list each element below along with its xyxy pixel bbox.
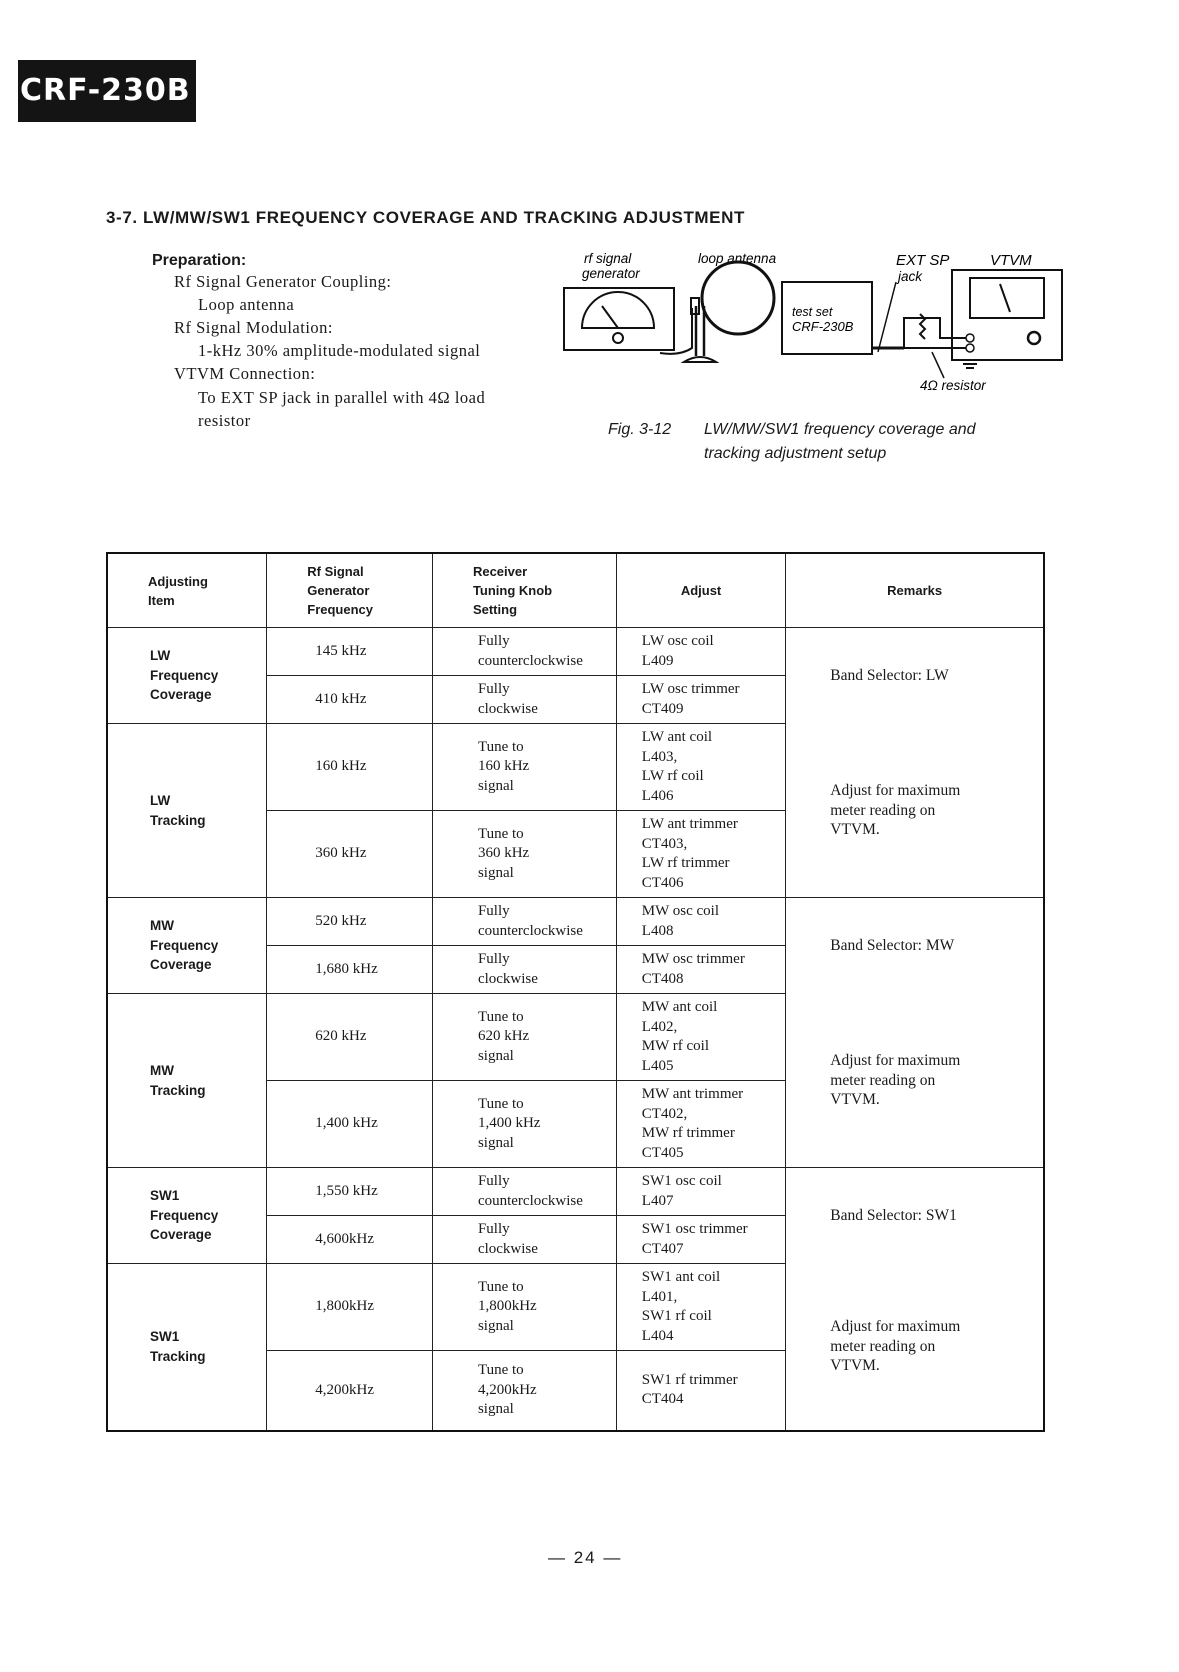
remarks-cell: [786, 724, 1044, 898]
adjust-text: MW ant coil: [641, 999, 718, 1015]
tuning-knob-cell: [432, 1168, 616, 1216]
tuning-knob-text: signal: [477, 864, 514, 881]
remarks-text: meter reading on: [830, 1071, 936, 1089]
adjust-text: L406: [641, 787, 674, 804]
figure-caption-text: tracking adjustment setup: [704, 445, 887, 462]
remarks-text: Band Selector: LW: [830, 667, 949, 684]
adjust-text: SW1 ant coil: [641, 1269, 721, 1285]
remarks-text: meter reading on: [830, 801, 936, 819]
prep-line: resistor: [198, 411, 251, 430]
figure-caption-text: LW/MW/SW1 frequency coverage and: [704, 421, 976, 438]
adjust-cell: [616, 994, 785, 1081]
resistor-label: 4Ω resistor: [920, 378, 986, 393]
tuning-knob-text: signal: [477, 1047, 514, 1064]
frequency-value: 4,600kHz: [315, 1230, 374, 1247]
adjusting-item-cell: [107, 1264, 267, 1431]
adjust-text: CT408: [641, 970, 684, 987]
adjust-text: L409: [641, 652, 674, 669]
frequency-value: 1,680 kHz: [315, 960, 378, 977]
tuning-knob-text: 620 kHz: [477, 1028, 530, 1045]
prep-line: 1-kHz 30% amplitude-modulated signal: [198, 341, 481, 360]
preparation-heading: Preparation:: [152, 252, 247, 269]
adjust-text: L403,: [641, 748, 678, 765]
table-body: [107, 628, 1044, 1431]
prep-line: VTVM Connection:: [174, 364, 316, 383]
adjust-text: CT405: [641, 1144, 684, 1161]
adjusting-item: Tracking: [150, 812, 206, 828]
frequency-value: 410 kHz: [315, 690, 367, 707]
tuning-knob-text: Tune to: [477, 1008, 524, 1025]
frequency-value: 1,400 kHz: [315, 1115, 378, 1132]
tuning-knob-text: counterclockwise: [477, 922, 583, 939]
adjust-text: CT406: [641, 874, 684, 891]
tuning-knob-text: Fully: [477, 1173, 510, 1189]
remarks-text: VTVM.: [830, 1357, 880, 1375]
adjusting-item-cell: [107, 628, 267, 724]
test-set-label: test set: [792, 305, 833, 319]
rf-generator-label: generator: [582, 266, 640, 281]
vtvm-meter-icon: [970, 278, 1044, 318]
adjust-text: L401,: [641, 1288, 678, 1305]
remarks-cell: [786, 898, 1044, 994]
frequency-cell: [267, 898, 433, 946]
section-title: 3-7. LW/MW/SW1 FREQUENCY COVERAGE AND TRACKING ADJUSTMENT: [106, 208, 745, 227]
tuning-knob-cell: [432, 1351, 616, 1431]
frequency-value: 620 kHz: [315, 1028, 367, 1045]
adjust-text: LW ant coil: [641, 729, 713, 745]
adjusting-item: LW: [150, 793, 171, 808]
tuning-knob-text: Tune to: [477, 825, 524, 842]
adjusting-item: Coverage: [150, 687, 212, 703]
remarks-text: Adjust for maximum: [830, 1318, 961, 1336]
adjust-cell: [616, 898, 785, 946]
header-tuning-knob: [432, 553, 616, 628]
tuning-knob-text: Fully: [477, 951, 510, 967]
frequency-cell: [267, 1216, 433, 1264]
rf-generator-label: rf signal: [584, 251, 632, 266]
tuning-knob-text: Tune to: [477, 1095, 524, 1112]
adjust-cell: [616, 1168, 785, 1216]
adjust-text: L402,: [641, 1018, 678, 1035]
table-row: [107, 1264, 1044, 1351]
tuning-knob-cell: [432, 994, 616, 1081]
adjusting-item: Coverage: [150, 1227, 212, 1243]
adjust-text: L407: [641, 1192, 674, 1209]
tuning-knob-text: counterclockwise: [477, 652, 583, 669]
remarks-text: Adjust for maximum: [830, 782, 961, 799]
adjust-text: L405: [641, 1057, 674, 1074]
tuning-knob-text: signal: [477, 1401, 514, 1417]
adjust-text: CT402,: [641, 1105, 688, 1122]
generator-meter-icon: [582, 292, 654, 328]
frequency-value: 160 kHz: [315, 758, 367, 775]
tuning-knob-cell: [432, 898, 616, 946]
adjust-text: SW1 rf trimmer: [641, 1371, 738, 1388]
tuning-knob-text: Fully: [477, 903, 510, 919]
adjusting-item-cell: [107, 724, 267, 898]
frequency-value: 4,200kHz: [315, 1381, 374, 1398]
prep-line: Rf Signal Modulation:: [174, 318, 333, 337]
adjust-text: MW osc coil: [641, 903, 720, 919]
vtvm-label: VTVM: [990, 252, 1032, 269]
loop-antenna-label: loop antenna: [698, 251, 777, 266]
adjust-text: CT404: [641, 1391, 684, 1408]
adjusting-item-cell: [107, 1168, 267, 1264]
remarks-text: VTVM.: [830, 1091, 880, 1108]
adjust-text: MW rf trimmer: [641, 1125, 735, 1141]
remarks-text: Band Selector: SW1: [830, 1207, 957, 1224]
adjust-text: CT407: [641, 1240, 684, 1257]
remarks-cell: [786, 1264, 1044, 1431]
header-adjust: Adjust: [616, 553, 785, 628]
adjusting-item: LW: [150, 648, 171, 664]
frequency-cell: [267, 628, 433, 676]
header-text: Adjusting: [148, 573, 208, 589]
table-row: [107, 994, 1044, 1081]
table-row: [107, 898, 1044, 946]
adjust-text: MW osc trimmer: [641, 951, 745, 967]
header-text: Setting: [472, 602, 518, 617]
remarks-text: meter reading on: [830, 1337, 936, 1355]
tuning-knob-cell: [432, 1081, 616, 1168]
adjusting-item: Coverage: [150, 957, 212, 973]
tuning-knob-text: Fully: [477, 681, 510, 697]
remarks-cell: [786, 994, 1044, 1168]
tuning-knob-cell: [432, 1216, 616, 1264]
tuning-knob-text: 360 kHz: [477, 845, 530, 862]
prep-line: To EXT SP jack in parallel with 4Ω load: [198, 388, 486, 407]
figure-caption: [608, 418, 976, 462]
tuning-knob-text: 4,200kHz: [477, 1381, 537, 1398]
model-badge: CRF-230B: [18, 60, 196, 122]
adjust-text: LW osc trimmer: [641, 681, 740, 697]
test-set-label: CRF-230B: [792, 319, 854, 334]
adjust-text: L404: [641, 1327, 674, 1344]
adjust-cell: [616, 1081, 785, 1168]
loop-antenna-icon: [702, 262, 774, 334]
adjusting-item: Tracking: [150, 1348, 206, 1364]
tuning-knob-text: signal: [477, 777, 514, 794]
adjusting-item: MW: [150, 918, 174, 934]
adjust-text: LW ant trimmer: [641, 816, 738, 832]
tuning-knob-text: signal: [477, 1317, 514, 1334]
adjust-text: MW rf coil: [641, 1038, 710, 1054]
adjusting-item: SW1: [150, 1329, 180, 1345]
tuning-knob-text: Fully: [477, 1221, 510, 1237]
tuning-knob-text: Tune to: [477, 738, 524, 755]
tuning-knob-text: Tune to: [477, 1362, 524, 1378]
tuning-knob-text: clockwise: [477, 1240, 538, 1257]
tuning-knob-text: 160 kHz: [477, 758, 530, 775]
header-text: Item: [148, 592, 175, 608]
adjust-text: CT403,: [641, 835, 688, 852]
adjust-cell: [616, 676, 785, 724]
adjust-cell: [616, 724, 785, 811]
tuning-knob-text: signal: [477, 1134, 514, 1151]
page-number: — 24 —: [548, 1548, 623, 1567]
header-text: Receiver: [472, 564, 528, 579]
adjust-text: LW rf coil: [641, 768, 704, 784]
header-text: Rf Signal: [307, 564, 364, 579]
adjust-text: SW1 osc trimmer: [641, 1221, 748, 1237]
adjusting-item-cell: [107, 994, 267, 1168]
adjust-text: MW ant trimmer: [641, 1086, 744, 1102]
ground-icon: [960, 360, 980, 368]
adjust-text: SW1 osc coil: [641, 1173, 722, 1189]
adjust-text: L408: [641, 922, 674, 939]
tuning-knob-text: 1,400 kHz: [477, 1115, 541, 1132]
table-row: [107, 1168, 1044, 1216]
frequency-cell: [267, 1081, 433, 1168]
adjusting-item: MW: [150, 1063, 174, 1078]
adjust-cell: [616, 811, 785, 898]
tuning-knob-cell: [432, 1264, 616, 1351]
adjust-text: LW rf trimmer: [641, 855, 730, 871]
prep-line: Rf Signal Generator Coupling:: [174, 272, 392, 291]
remarks-text: VTVM.: [830, 821, 880, 838]
table-row: [107, 724, 1044, 811]
adjust-cell: [616, 1351, 785, 1431]
frequency-value: 360 kHz: [315, 845, 367, 862]
tuning-knob-cell: [432, 946, 616, 994]
tuning-knob-text: 1,800kHz: [477, 1298, 537, 1315]
figure-number: Fig. 3-12: [608, 421, 672, 438]
frequency-cell: [267, 1351, 433, 1431]
adjust-text: CT409: [641, 700, 684, 717]
frequency-value: 1,800kHz: [315, 1298, 374, 1315]
adjust-cell: [616, 1216, 785, 1264]
header-text: Tuning Knob: [472, 583, 553, 598]
frequency-value: 145 kHz: [315, 642, 367, 659]
tuning-knob-text: clockwise: [477, 700, 538, 717]
frequency-cell: [267, 676, 433, 724]
remarks-cell: [786, 628, 1044, 724]
frequency-cell: [267, 811, 433, 898]
adjusting-item: Frequency: [150, 667, 219, 683]
frequency-cell: [267, 1264, 433, 1351]
header-text: Frequency: [307, 602, 373, 617]
tuning-knob-text: Tune to: [477, 1278, 524, 1295]
prep-line: Loop antenna: [198, 295, 295, 314]
tuning-knob-text: clockwise: [477, 970, 538, 987]
table-row: [107, 628, 1044, 676]
adjusting-item: Frequency: [150, 937, 219, 953]
adjust-cell: [616, 1264, 785, 1351]
tuning-knob-text: counterclockwise: [477, 1192, 583, 1209]
remarks-text: Band Selector: MW: [830, 937, 955, 954]
ext-sp-label: jack: [898, 269, 923, 284]
header-text: Generator: [307, 583, 370, 598]
frequency-cell: [267, 724, 433, 811]
remarks-cell: [786, 1168, 1044, 1264]
adjust-text: SW1 rf coil: [641, 1308, 712, 1324]
tuning-knob-cell: [432, 628, 616, 676]
frequency-value: 1,550 kHz: [315, 1182, 378, 1199]
adjusting-item-cell: [107, 898, 267, 994]
adjusting-item: SW1: [150, 1188, 180, 1204]
adjusting-item: Frequency: [150, 1207, 219, 1223]
adjust-cell: [616, 628, 785, 676]
tuning-knob-cell: [432, 811, 616, 898]
header-adjusting-item: [107, 553, 267, 628]
ext-sp-label: EXT SP: [896, 252, 950, 269]
rf-generator-box: [564, 288, 674, 350]
header-remarks: Remarks: [786, 553, 1044, 628]
adjust-text: LW osc coil: [641, 633, 714, 649]
tuning-knob-cell: [432, 676, 616, 724]
header-rf-frequency: [267, 553, 433, 628]
table-header-row: [107, 553, 1044, 628]
tuning-knob-text: Fully: [477, 633, 510, 649]
tuning-knob-cell: [432, 724, 616, 811]
frequency-value: 520 kHz: [315, 912, 367, 929]
adjustment-table: [106, 552, 1045, 1432]
frequency-cell: [267, 946, 433, 994]
setup-diagram: [560, 248, 1070, 408]
frequency-cell: [267, 994, 433, 1081]
adjusting-item: Tracking: [150, 1082, 206, 1098]
frequency-cell: [267, 1168, 433, 1216]
adjust-cell: [616, 946, 785, 994]
remarks-text: Adjust for maximum: [830, 1052, 961, 1069]
